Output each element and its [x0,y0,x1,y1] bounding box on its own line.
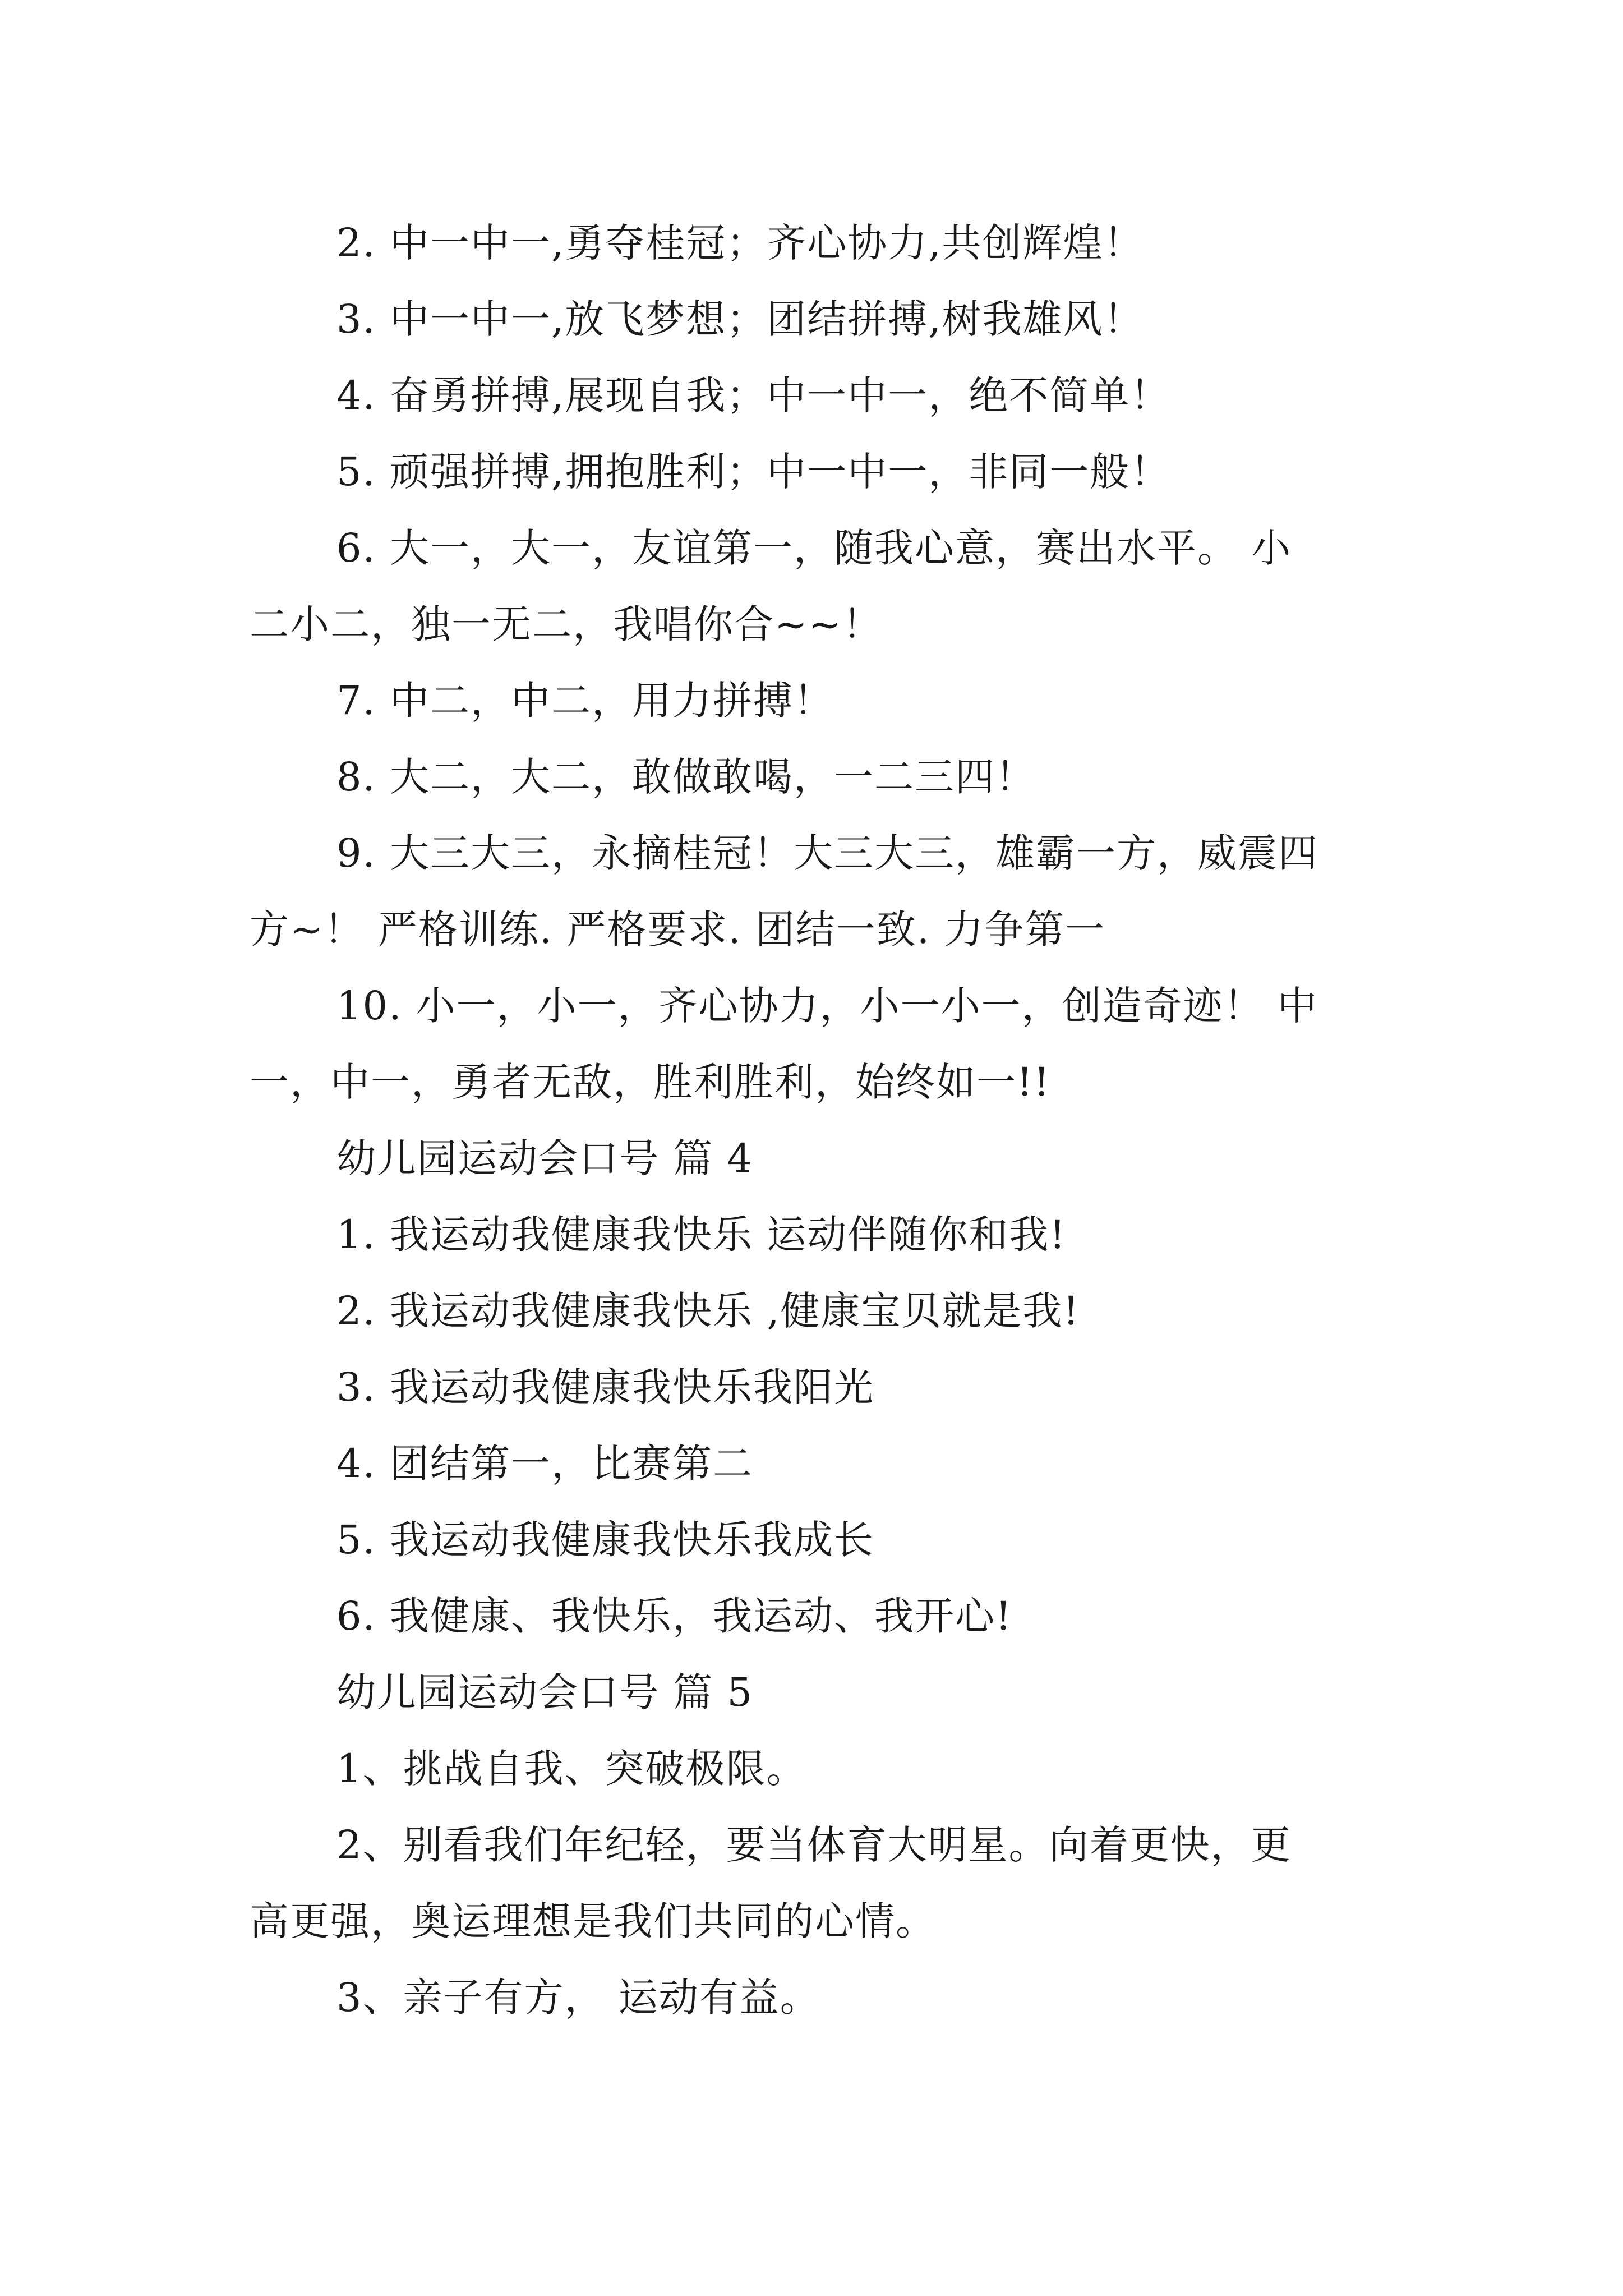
section-heading: 幼儿园运动会口号 篇 5 [336,1669,754,1715]
document-body [250,205,1391,2036]
text-line: 高更强，奥运理想是我们共同的心情。 [250,1898,936,1944]
text-line: 10. 小一，小一，齐心协力，小一小一，创造奇迹！ 中 [336,983,1318,1029]
text-line: 2. 我运动我健康我快乐 ,健康宝贝就是我! [336,1288,1080,1334]
text-line: 2、别看我们年纪轻，要当体育大明星。向着更快，更 [336,1822,1292,1868]
text-line: 4. 奋勇拼搏,展现自我；中一中一，绝不简单！ [336,372,1171,418]
text-line: 一，中一，勇者无敌，胜利胜利，始终如一!! [250,1059,1051,1105]
text-line: 6. 我健康、我快乐，我运动、我开心! [336,1593,1013,1639]
text-line: 二小二，独一无二，我唱你合~~！ [250,601,883,647]
text-line: 2. 中一中一,勇夺桂冠；齐心协力,共创辉煌！ [336,220,1144,266]
text-line: 3. 中一中一,放飞梦想；团结拼搏,树我雄风！ [336,296,1144,342]
text-line: 6. 大一，大一，友谊第一，随我心意，赛出水平。 小 [336,525,1292,571]
text-line: 方~！ 严格训练. 严格要求. 团结一致. 力争第一 [250,907,1106,953]
text-line: 3、亲子有方， 运动有益。 [336,1975,820,2021]
text-line: 4. 团结第一，比赛第二 [336,1441,754,1487]
text-line: 7. 中二，中二，用力拼搏！ [336,678,834,724]
text-line: 1、挑战自我、突破极限。 [336,1746,807,1792]
text-line: 3. 我运动我健康我快乐我阳光 [336,1364,875,1410]
section-heading: 幼儿园运动会口号 篇 4 [336,1135,754,1181]
text-line: 9. 大三大三，永摘桂冠！大三大三，雄霸一方，威震四 [336,830,1319,876]
text-line: 5. 我运动我健康我快乐我成长 [336,1517,875,1563]
text-line: 8. 大二，大二，敢做敢喝，一二三四！ [336,754,1036,800]
text-line: 5. 顽强拼搏,拥抱胜利；中一中一，非同一般！ [336,449,1171,495]
text-line: 1. 我运动我健康我快乐 运动伴随你和我! [336,1212,1067,1258]
